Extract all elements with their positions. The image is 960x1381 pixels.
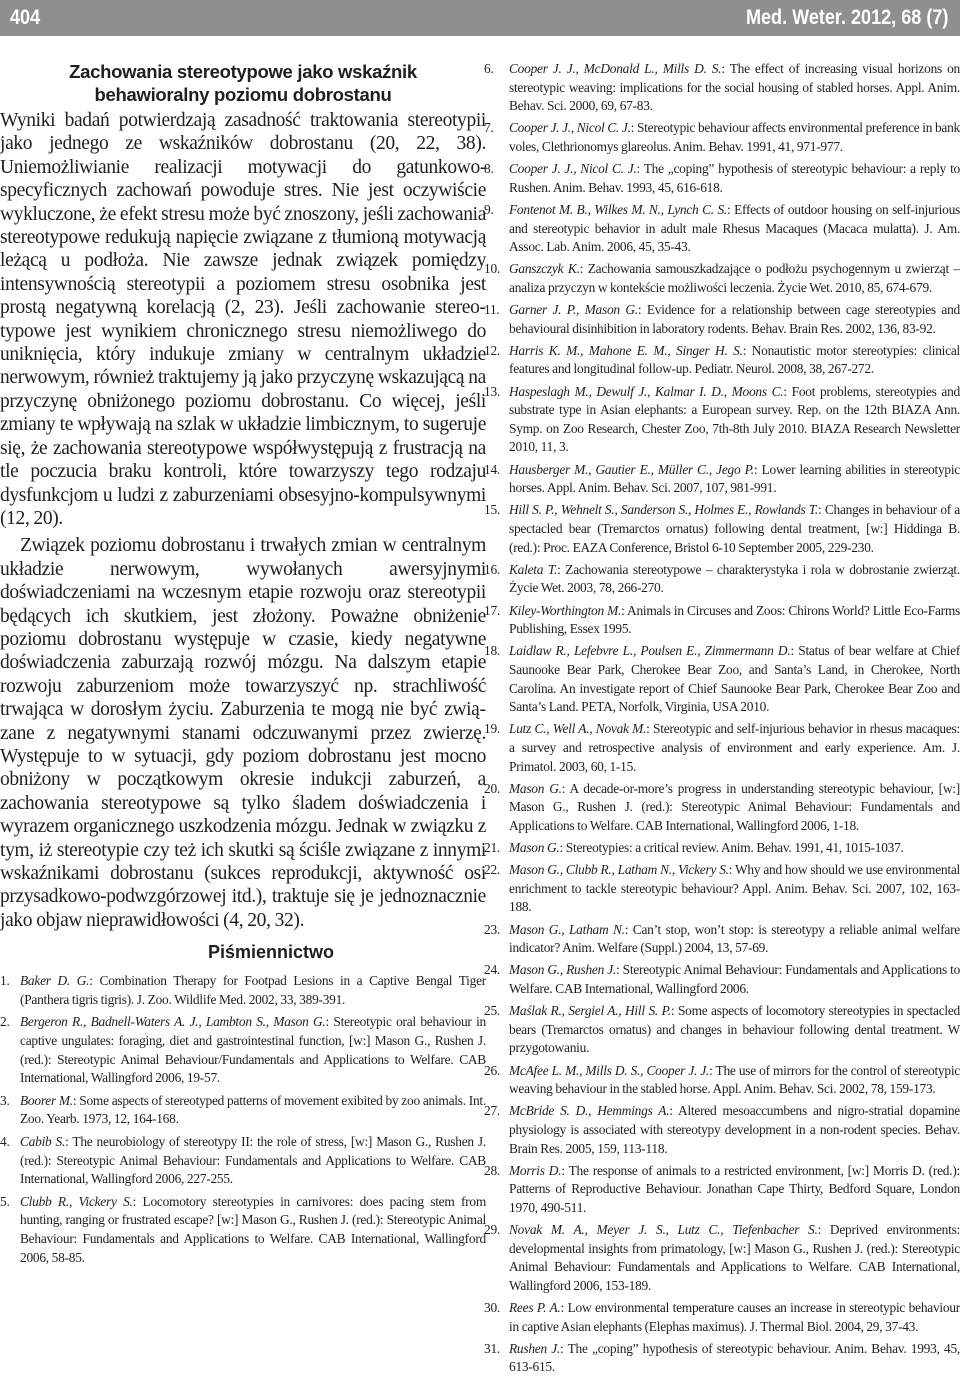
reference-item [484,602,960,639]
reference-text: : Some aspects of stereotyped patterns of movement exibited by zoo animals. Int. Zoo. Yearb. 1973, 12, 164-168. [20,1092,486,1127]
reference-authors: Maślak R., Sergiel A., Hill S. P. [509,1003,671,1019]
reference-text: : Animals in Circuses and Zoos: Chirons World? Little Eco-Farms Publishing, Essex 1995. [509,602,960,637]
reference-item [484,60,960,116]
reference-authors: McBride S. D., Hemmings A. [509,1103,670,1119]
reference-number: 8. [484,161,494,177]
reference-text: : The use of mirrors for the control of stereotypic weaving behaviour in the stabled horse. Appl. Anim. Behav. Sci. 2002, 78, 159-173. [509,1062,960,1097]
reference-text: : Zachowania stereotypowe – charakterystyka i rola w dobrostanie zwierząt. Życie Wet. 2003, 78, 266-270. [509,561,960,596]
reference-item [484,839,960,858]
reference-list-right [484,60,960,1377]
reference-authors: Hill S. P., Wehnelt S., Sanderson S., Holmes E., Rowlands T. [509,502,819,518]
reference-number: 25. [484,1003,500,1019]
reference-text: : Zachowania samouszkadzające o podłożu psychogennym u zwierząt – analiza przyczyn w kontekście możliwości leczenia. Życie Wet. 2010, 85, 674-679. [509,261,960,295]
reference-text: : Some aspects of locomotory stereotypies in spectacled bears (Tremarctos ornatus) and changes in behaviour following dental treatment. W przygotowaniu. [509,1003,960,1056]
reference-item [484,501,960,557]
reference-item [484,1162,960,1218]
reference-authors: Morris D. [509,1162,562,1178]
reference-authors: Garner J. P., Mason G. [509,302,638,318]
reference-number: 31. [484,1340,500,1356]
reference-authors: Hausberger M., Gautier E., Müller C., Jego P. [509,461,754,477]
reference-item [484,780,960,836]
reference-text: : Status of bear welfare at Chief Saunooke Bear Park, Cherokee Bear Zoo, and Santa’s Land, in Cherokee, North Carolina. An investigate report of Chief Saunooke Bear Park, Cherokee Bear Zoo and Santa’s Land. PETA, Norfolk, Virginia, USA 2010. [509,643,960,715]
reference-text: : The „coping” hypothesis of stereotypic behaviour: a reply to Rushen. Anim. Behav. 1993, 45, 616-618. [509,161,960,195]
left-column [0,60,486,1271]
reference-number: 18. [484,643,500,659]
reference-item [484,383,960,457]
reference-number: 12. [484,342,500,358]
page-number: 404 [10,6,41,29]
reference-number: 10. [484,261,500,277]
reference-authors: Mason G., Rushen J. [509,962,616,978]
reference-item [484,160,960,197]
reference-text: : Stereotypic Animal Behaviour: Fundamentals and Applications to Welfare. CAB International, Wallingford 2006. [509,962,960,996]
reference-item [484,1002,960,1058]
reference-item [484,921,960,958]
reference-authors: Cooper J. J., Nicol C. J. [509,161,637,177]
reference-number: 27. [484,1103,500,1119]
reference-number: 17. [484,602,500,618]
reference-list-left [0,972,486,1267]
reference-item [484,1102,960,1158]
reference-item [484,1340,960,1377]
reference-item [484,1062,960,1099]
reference-authors: Rees P. A. [509,1300,561,1316]
section-title-line-1: Zachowania stereotypowe jako wskaźnik [69,61,417,82]
reference-text: : The „coping” hypothesis of stereotypic behaviour. Anim. Behav. 1993, 45, 613-615. [509,1340,960,1375]
reference-number: 20. [484,780,500,796]
reference-number: 9. [484,201,494,217]
reference-text: : The neurobiology of stereotypy II: the role of stress, [w:] Mason G., Rushen J. (red.): Stereotypic Animal Behaviour: Fundamentals and Applications to Welfare. CAB International, Wallingford 2006, 227-255. [20,1133,486,1187]
reference-authors: Mason G., Clubb R., Latham N., Vickery S. [509,862,729,878]
reference-text: : Effects of outdoor housing on self-injurious and stereotypic behavior in adult male Rhesus Macaques (Macaca mulatta). J. Am. Assoc. Lab. Anim. 2006, 45, 35-43. [509,201,960,255]
reference-text: : A decade-or-more’s progress in understanding stereotypic behaviour, [w:] Mason G., Rushen J. (red.): Stereotypic Animal Behaviour: Fundamentals and Applications to Welfare. CAB International, Wallingford 2006, 1-18. [509,780,960,833]
section-title-line-2: behawioralny poziomu dobrostanu [94,84,392,105]
reference-text: : Evidence for a relationship between cage stereotypies and behavioural disinhibition in laboratory rodents. Behav. Brain Res. 2002, 136, 83-92. [509,302,960,336]
reference-authors: Mason G. [509,840,560,856]
reference-text: : Nonautistic motor stereotypies: clinical features and longitudinal follow-up. Pediatr. Neurol. 2008, 38, 267-272. [509,342,960,377]
reference-text: : Stereotypies: a critical review. Anim. Behav. 1991, 41, 1015-1037. [559,840,904,856]
reference-authors: Baker D. G. [20,973,90,989]
reference-number: 26. [484,1062,500,1078]
reference-number: 7. [484,120,494,136]
reference-authors: Cabib S. [20,1133,66,1149]
reference-text: : Can’t stop, won’t stop: is stereotypy a reliable animal welfare indicator? Anim. Welfare (Suppl.) 2004, 13, 57-69. [509,921,960,956]
reference-item [484,1299,960,1336]
reference-text: : Why and how should we use environmental enrichment to tackle stereotypic behaviour? Appl. Anim. Behav. Sci. 2007, 102, 163-188. [509,862,960,915]
reference-item [484,961,960,998]
reference-number: 21. [484,840,500,856]
reference-item [484,642,960,716]
reference-authors: McAfee L. M., Mills D. S., Cooper J. J. [509,1062,710,1078]
reference-authors: Mason G., Latham N. [509,921,625,937]
reference-authors: Harris K. M., Mahone E. M., Singer H. S. [509,342,743,358]
reference-number: 11. [484,302,500,318]
reference-text: : Low environmental temperature causes an increase in stereotypic behaviour in captive Asian elephants (Elephas maximus). J. Thermal Biol. 2004, 29, 37-43. [509,1300,960,1334]
reference-text: : Stereotypic oral behaviour in captive ungulates: foraging, diet and gastrointestinal function, [w:] Mason G., Rushen J. (red.): Stereotypic Animal Behaviour/Fundamentals and Applications to Welfare. CAB International, Wallingford 2006, 19-57. [20,1014,486,1086]
reference-text: : The effect of increasing visual horizons on stereotypic weaving: implications for the social housing of stabled horses. Appl. Anim. Behav. Sci. 2000, 69, 67-83. [509,61,960,114]
reference-number: 19. [484,721,500,737]
reference-number: 15. [484,502,500,518]
reference-authors: Boorer M. [20,1092,73,1108]
reference-authors: Cooper J. J., McDonald L., Mills D. S. [509,61,722,76]
reference-number: 23. [484,921,500,937]
reference-authors: Bergeron R., Badnell-Waters A. J., Lambton S., Mason G. [20,1014,326,1030]
reference-text: : The response of animals to a restricted environment, [w:] Morris D. (red.): Patterns of Reproductive Behaviour. Jonathan Cape Thirty, Bedford Square, London 1970, 490-511. [509,1162,960,1215]
reference-authors: Kiley-Worthington M. [509,602,622,618]
reference-number: 2. [0,1014,10,1030]
reference-item [484,861,960,917]
reference-number: 28. [484,1162,500,1178]
reference-item [0,1013,486,1087]
reference-text: : Lower learning abilities in stereotypic horses. Appl. Anim. Behav. Sci. 2007, 107, 981-991. [509,461,960,496]
reference-authors: Lutz C., Well A., Novak M. [509,721,647,737]
reference-item [0,1133,486,1189]
reference-item [0,1193,486,1267]
reference-number: 22. [484,862,500,878]
reference-item [484,119,960,156]
reference-number: 1. [0,973,10,989]
reference-item [484,342,960,379]
reference-text: : Deprived environments: developmental insights from primatology, [w:] Mason G., Rushen J. (red.): Stereotypic Animal Behaviour: Fundamentals and Applications to Welfare. CAB International, Wallingford 2006, 153-189. [509,1222,960,1293]
references-heading: Piśmiennictwo [207,942,335,963]
reference-text: : Locomotory stereotypies in carnivores: does pacing stem from hunting, ranging or frustrated escape? [w:] Mason G., Rushen J. (red.): Stereotypic Animal Behaviour: Fundamentals and Applications to Welfare. CAB International, Wallingford 2006, 58-85. [20,1193,486,1265]
right-column [484,60,960,1381]
reference-authors: Ganszczyk K. [509,261,580,277]
reference-item [484,260,960,297]
reference-item [484,461,960,498]
page-header [0,0,960,36]
reference-number: 14. [484,461,500,477]
reference-item [484,561,960,598]
reference-text: : Foot problems, stereotypies and substrate type in Asian elephants: a European survey. Rep. on the 12th BIAZA Ann. Symp. on Zoo Research, Chester Zoo, 7th-8th July 2010. BIAZA Research Newsletter 2010, 11, 3. [509,383,960,455]
reference-number: 5. [0,1193,10,1209]
reference-authors: Kaleta T. [509,561,558,577]
reference-number: 13. [484,383,500,399]
reference-text: : Stereotypic and self-injurious behavior in rhesus macaques: a survey and retrospective analysis of environment and early experience. Am. J. Primatol. 2003, 60, 1-15. [509,721,960,774]
reference-text: : Changes in behaviour of a spectacled bear (Tremarctos ornatus) following dental treatment, [w:] Hiddinga B. (red.): Proc. EAZA Conference, Bristol 6-10 September 2005, 229-230. [509,502,960,555]
reference-authors: Rushen J. [509,1340,561,1356]
reference-authors: Clubb R., Vickery S. [20,1193,133,1209]
section-title [0,60,486,106]
reference-item [484,301,960,338]
reference-item [0,1092,486,1129]
body-paragraph-1: Wyniki badań potwierdzają zasadność traktowania stereotypii jako jednego ze wskaźników dobrostanu (20, 22, 38). Uniemożliwianie realizacji motywacji do gatunkowo-specyficznych zachowań powoduje stres. Nie jest oczywiście wykluczone, że efekt stresu może być znoszony, jeśli zachowania stereotypowe redukują napięcie związane z tłumioną motywacją leżącą u podłoża. Nie zawsze jednak związek pomiędzy intensywnością stereotypii a poziomem stresu osobnika jest prostą negatywną korelacją (2, 23). Jeśli zachowanie stereotypowe jest wynikiem chronicznego stresu niemożliwego do uniknięcia, który indukuje zmiany w centralnym układzie nerwowym, również traktujemy ją jako przyczynę wskazującą na przyczynę obniżonego poziomu dobrostanu. Co więcej, jeśli zmiany te wpływają na szlak w układzie limbicznym, to sugeruje się, że zachowania stereotypowe współwystępują z frustracją na tle poczucia braku kontroli, które towarzyszy tego rodzaju dysfunkcjom u ludzi z zaburzeniami obsesyjno-kompulsywnymi (12, 20). [0,110,486,529]
reference-number: 30. [484,1300,500,1316]
reference-text: : Combination Therapy for Footpad Lesions in a Captive Bengal Tiger (Panthera tigris tigris). J. Zoo. Wildlife Med. 2002, 33, 389-391. [20,973,486,1007]
reference-authors: Laidlaw R., Lefebvre L., Poulsen E., Zimmermann D. [509,643,791,659]
reference-authors: Cooper J. J., Nicol C. J. [509,120,631,136]
body-paragraph-2: Związek poziomu dobrostanu i trwałych zmian w centralnym układzie nerwowym, wywołanych awersyjnymi doświadczeniami na wczesnym etapie rozwoju oraz stereotypii będących ich skutkiem, jest złożony. Poważne obniżenie poziomu dobrostanu występuje w czasie, kiedy negatywne doświadczenia zaburzają rozwój mózgu. Na dalszym etapie rozwoju zaburzeniom może towarzyszyć np. strachliwość trwająca w dorosłym życiu. Zaburzenia te mogą nie być związane z negatywnymi stanami odczuwanymi przez zwierzę. Występuje to w sytuacji, gdy poziom dobrostanu jest mocno obniżony w początkowym okresie indukcji zaburzeń, a zachowania stereotypowe są tylko śladem doświadczenia i wyrazem organicznego uszkodzenia mózgu. Jednak w związku z tym, iż stereotypie czy też ich skutki są ściśle związane z innymi wskaźnikami dobrostanu (sukces reprodukcji, aktywność osi przysadkowo-podwzgórzowej itd.), traktuje się je jednoznacznie jako objaw nieprawidłowości (4, 20, 32). [0,535,486,931]
reference-item [484,1221,960,1295]
reference-number: 6. [484,61,494,76]
reference-number: 3. [0,1092,10,1108]
reference-authors: Novak M. A., Meyer J. S., Lutz C., Tiefenbacher S. [509,1222,818,1238]
reference-item [0,972,486,1009]
reference-number: 16. [484,561,500,577]
reference-text: : Altered mesoaccumbens and nigro-stratial dopamine physiology is associated with stereotypy development in a non-rodent species. Behav. Brain Res. 2005, 159, 113-118. [509,1103,960,1156]
journal-citation: Med. Weter. 2012, 68 (7) [745,6,948,29]
reference-text: : Stereotypic behaviour affects environmental preference in bank voles, Clethrionomys glareolus. Anim. Behav. 1991, 41, 971-977. [509,120,960,154]
reference-authors: Mason G. [509,780,562,796]
reference-number: 4. [0,1133,10,1149]
reference-item [484,720,960,776]
reference-number: 24. [484,962,500,978]
reference-authors: Haspeslagh M., Dewulf J., Kalmar I. D., Moons C. [509,383,784,399]
reference-authors: Fontenot M. B., Wilkes M. N., Lynch C. S. [509,201,727,217]
reference-item [484,201,960,257]
reference-number: 29. [484,1222,500,1238]
